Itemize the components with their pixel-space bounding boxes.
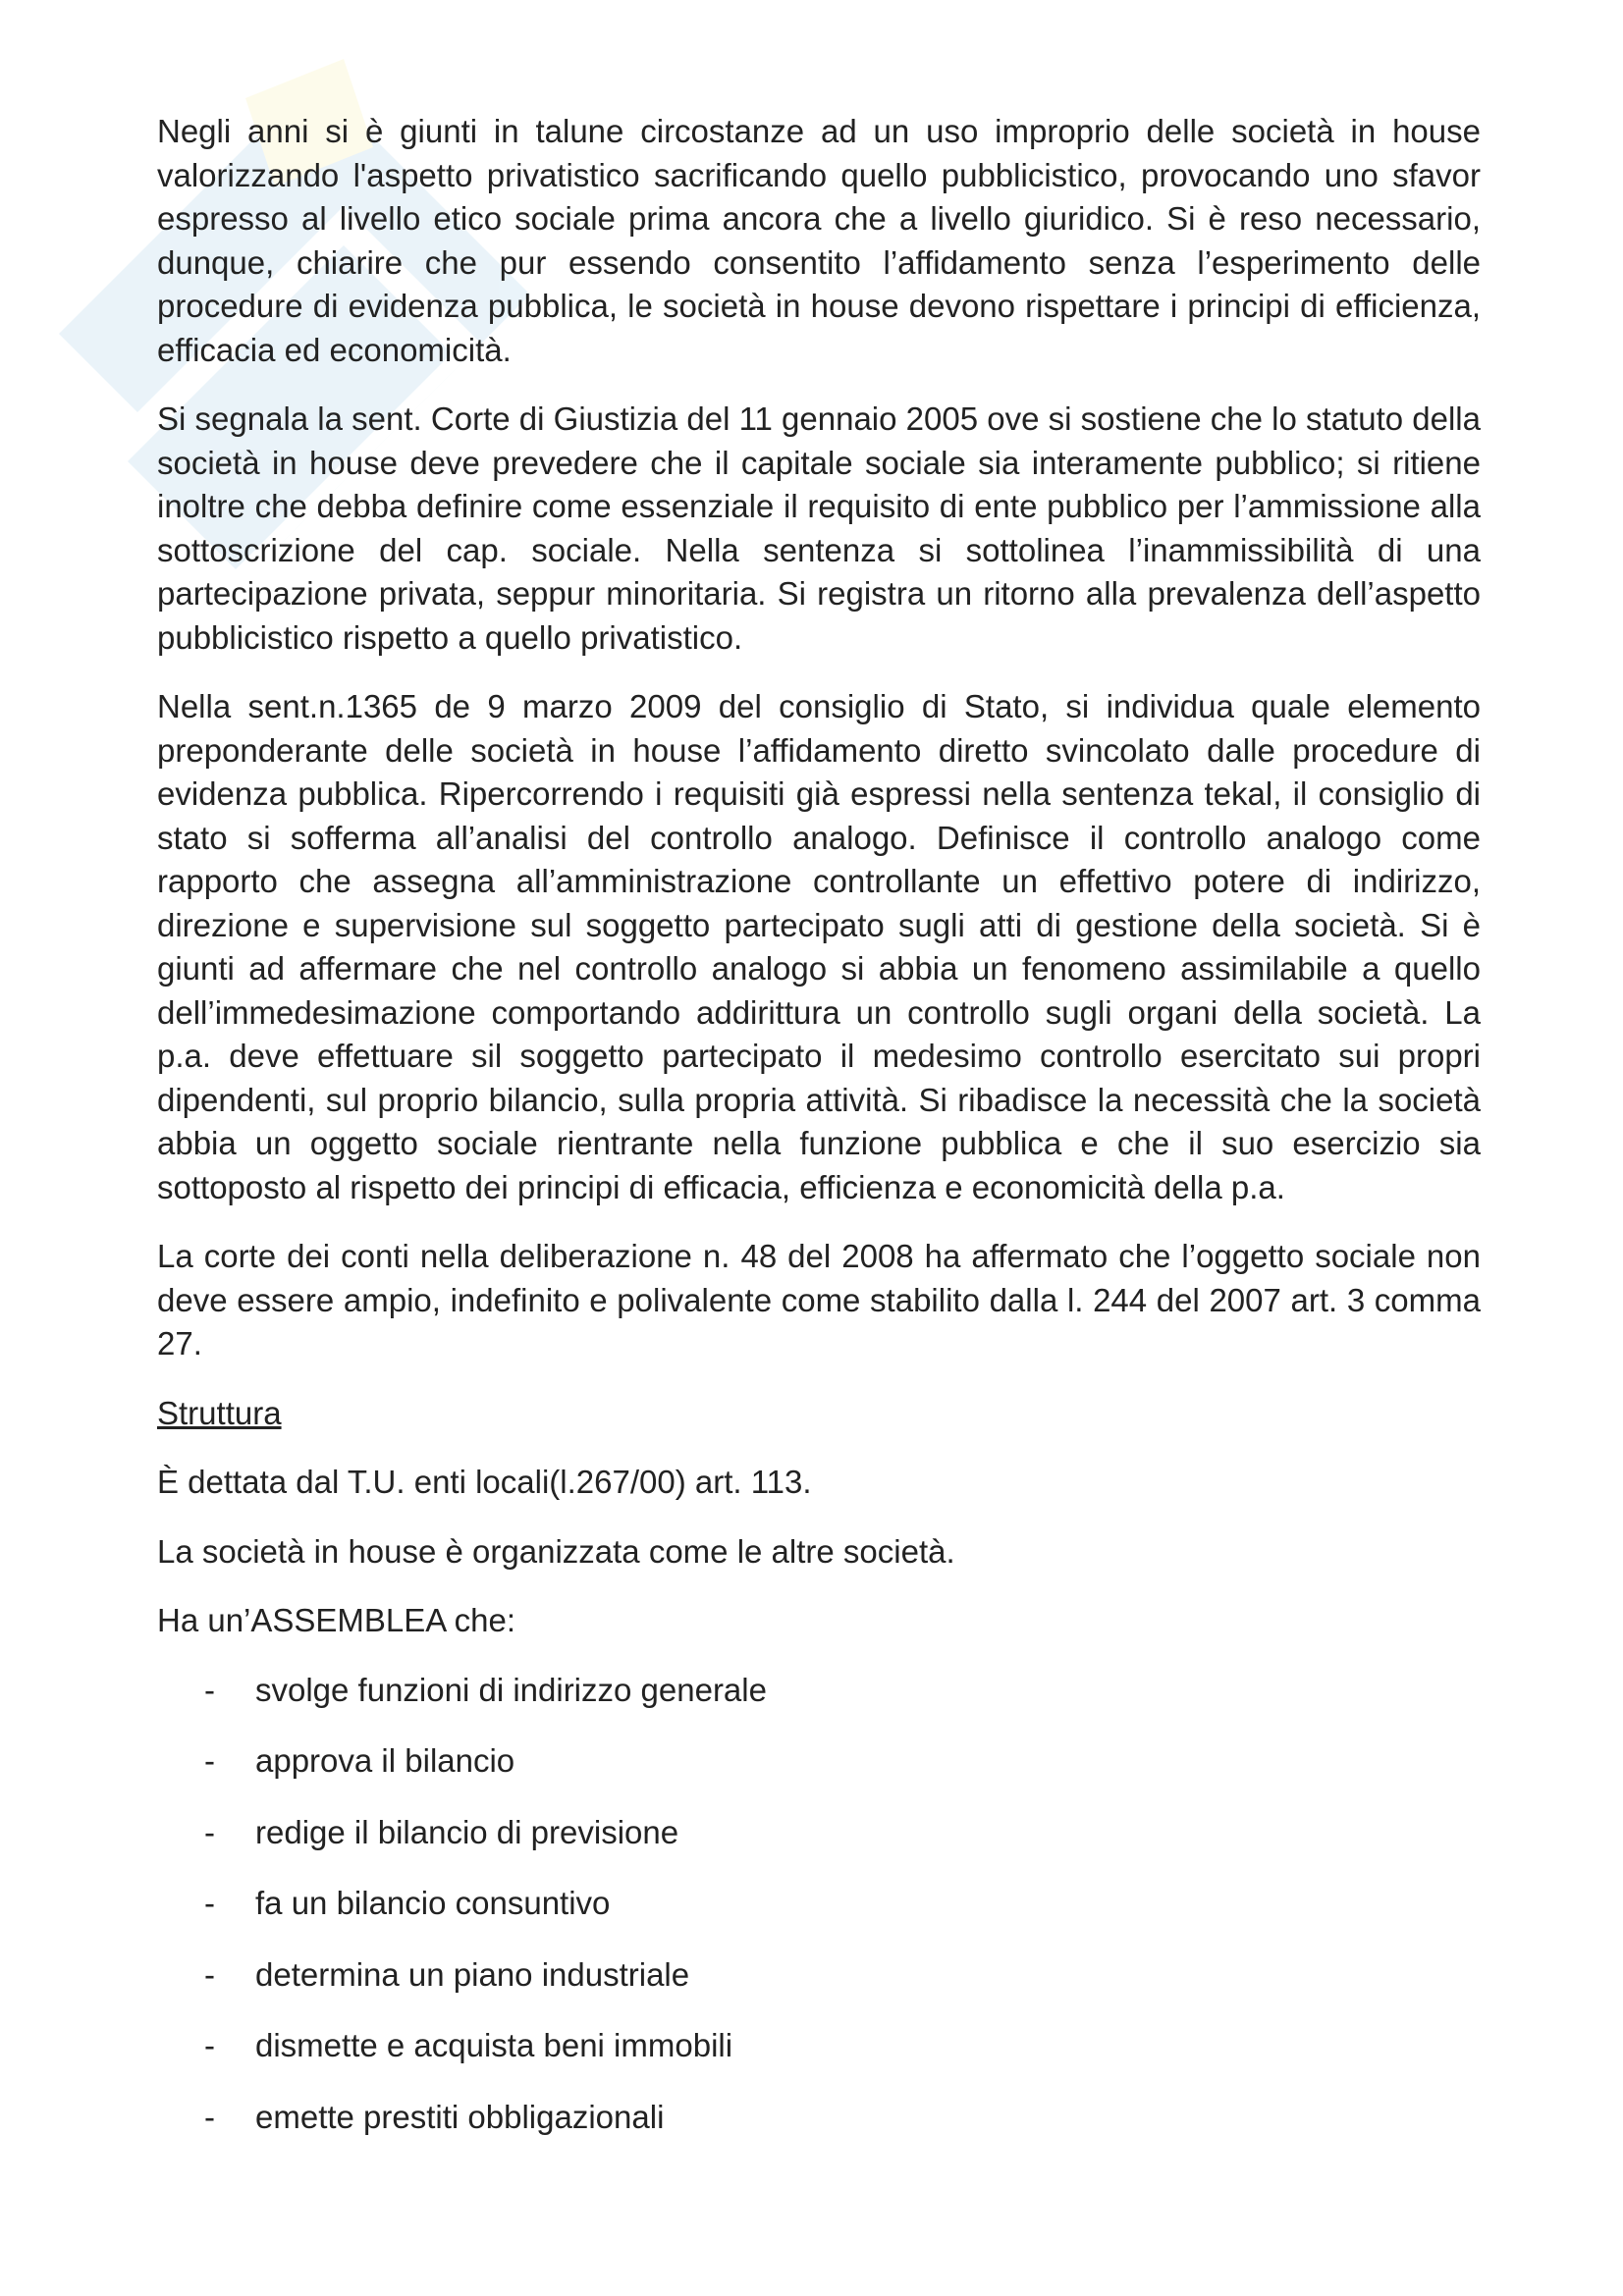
bullet-marker: -	[204, 2098, 215, 2135]
bullet-marker: -	[204, 1742, 215, 1779]
list-item-text: determina un piano industriale	[255, 1955, 690, 1993]
list-item	[157, 1953, 1481, 1998]
paragraph-4: La corte dei conti nella deliberazione n. 48 del 2008 ha affermato che l’oggetto sociale non deve essere ampio, indefinito e polivalente come stabilito dalla l. 244 del 2007 art. 3 comma 27.	[157, 1238, 1481, 1362]
list-item-text: redige il bilancio di previsione	[255, 1813, 679, 1850]
bullet-list	[157, 1669, 1481, 2140]
paragraph-1: Negli anni si è giunti in talune circostanze ad un uso improprio delle società in house valorizzando l'aspetto privatistico sacrificando quello pubblicistico, provocando uno sfavor espresso al livello etico sociale prima ancora che a livello giuridico. Si è reso necessario, dunque, chiarire che pur essendo consentito l’affidamento senza l’esperimento delle procedure di evidenza pubblica, le società in house devono rispettare i principi di efficienza, efficacia ed economicità.	[157, 113, 1481, 368]
list-item	[157, 2024, 1481, 2068]
list-item	[157, 2096, 1481, 2140]
section-line-1: È dettata dal T.U. enti locali(l.267/00) art. 113.	[157, 1464, 812, 1500]
list-item	[157, 1882, 1481, 1926]
bullet-marker: -	[204, 1885, 215, 1921]
list-item-text: approva il bilancio	[255, 1742, 515, 1779]
section-heading	[157, 1392, 1481, 1436]
list-item	[157, 1739, 1481, 1784]
list-item	[157, 1811, 1481, 1855]
section-line-2: La società in house è organizzata come le altre società.	[157, 1532, 955, 1570]
bullet-marker: -	[204, 1813, 215, 1850]
bullet-marker: -	[204, 2027, 215, 2063]
document-page	[157, 110, 1481, 2166]
list-item-text: dismette e acquista beni immobili	[255, 2027, 733, 2063]
paragraph-2: Si segnala la sent. Corte di Giustizia del 11 gennaio 2005 ove si sostiene che lo statuto della società in house deve prevedere che il capitale sociale sia interamente pubblico; si ritiene inoltre che debba definire come essenziale il requisito di ente pubblico per l’ammissione alla sottoscrizione del cap. sociale. Nella sentenza si sottolinea l’inammissibilità di una partecipazione privata, seppur minoritaria. Si registra un ritorno alla prevalenza dell’aspetto pubblicistico rispetto a quello privatistico.	[157, 400, 1481, 656]
paragraph-3: Nella sent.n.1365 de 9 marzo 2009 del consiglio di Stato, si individua quale elemento preponderante delle società in house l’affidamento diretto svincolato dalle procedure di evidenza pubblica. Ripercorrendo i requisiti già espressi nella sentenza tekal, il consiglio di stato si sofferma all’analisi del controllo analogo. Definisce il controllo analogo come rapporto che assegna all’amministrazione controllante un effettivo potere di indirizzo, direzione e supervisione sul soggetto partecipato sugli atti di gestione della società. Si è giunti ad affermare che nel controllo analogo si abbia un fenomeno assimilabile a quello dell’immedesimazione comportando addirittura un controllo sugli organi della società. La p.a. deve effettuare sil soggetto partecipato il medesimo controllo esercitato sui propri dipendenti, sul proprio bilancio, sulla propria attività. Si ribadisce la necessità che la società abbia un oggetto sociale rientrante nella funzione pubblica e che il suo esercizio sia sottoposto al rispetto dei principi di efficacia, efficienza e economicità della p.a.	[157, 688, 1481, 1205]
bullet-marker: -	[204, 1671, 215, 1708]
list-item-text: fa un bilancio consuntivo	[255, 1885, 611, 1921]
bullet-marker: -	[204, 1955, 215, 1993]
section-line-3: Ha un’ASSEMBLEA che:	[157, 1602, 516, 1638]
list-item-text: svolge funzioni di indirizzo generale	[255, 1671, 767, 1708]
list-item	[157, 1669, 1481, 1713]
section-heading-text: Struttura	[157, 1394, 282, 1431]
list-item-text: emette prestiti obbligazionali	[255, 2098, 665, 2135]
